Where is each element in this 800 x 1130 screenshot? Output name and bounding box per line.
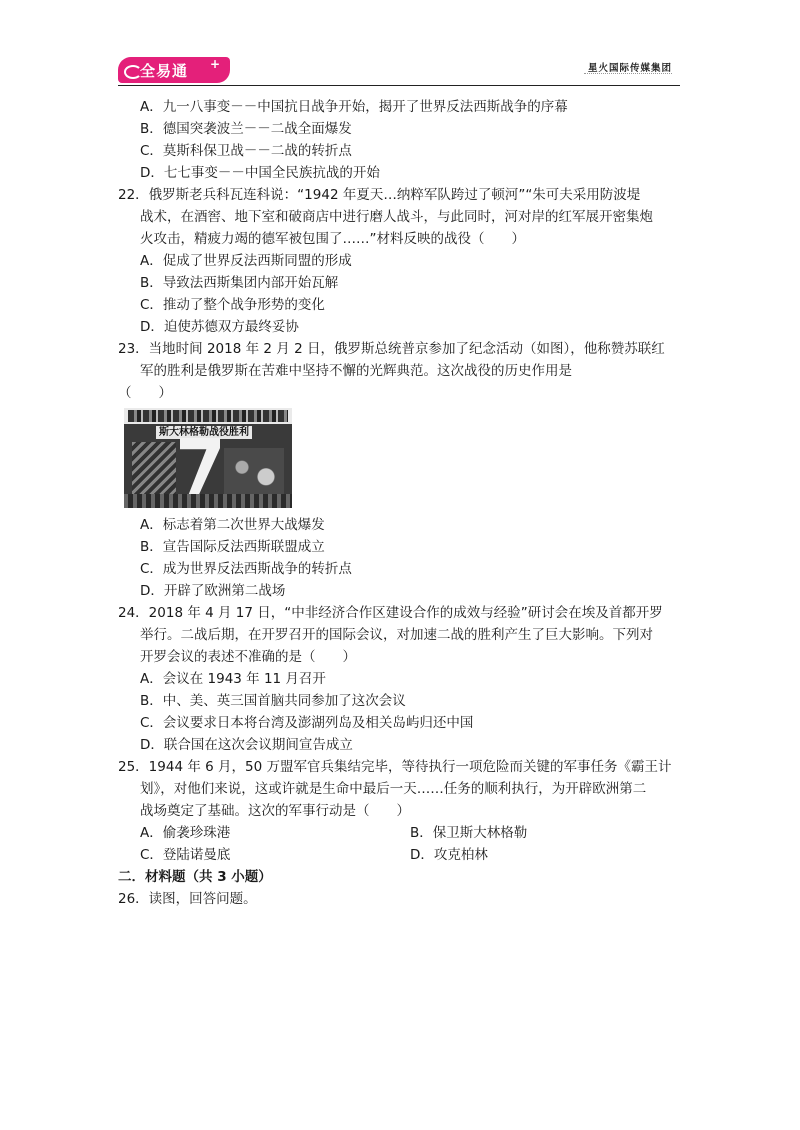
figure-ground	[124, 494, 292, 508]
logo-text: 全易通	[140, 62, 189, 80]
page-header	[118, 55, 680, 87]
q25-option-d: D．攻克柏林	[410, 847, 488, 863]
header-divider	[118, 85, 680, 86]
q25-option-c: C．登陆诺曼底	[140, 847, 231, 863]
q24-option-d: D．联合国在这次会议期间宣告成立	[140, 737, 353, 753]
q23-option-d: D．开辟了欧洲第二战场	[140, 583, 286, 599]
q25-stem-line-2: 划》，对他们来说，这或许就是生命中最后一天……任务的顺利执行，为开辟欧洲第二	[140, 781, 647, 797]
q24-stem-line-1: 24．2018 年 4 月 17 日，“中非经济合作区建设合作的成效与经验”研讨会在埃及首都开罗	[118, 605, 663, 621]
figure-caption: 斯大林格勒战役胜利	[156, 426, 252, 439]
q25-stem-line-1: 25．1944 年 6 月，50 万盟军官兵集结完毕，等待执行一项危险而关键的军事任务《霸王计	[118, 759, 672, 775]
q25-option-b: B．保卫斯大林格勒	[410, 825, 528, 841]
q23-option-a: A．标志着第二次世界大战爆发	[140, 517, 325, 533]
figure-seven-icon	[180, 438, 220, 494]
q21-option-c: C．莫斯科保卫战－－二战的转折点	[140, 143, 352, 159]
q23-option-c: C．成为世界反法西斯战争的转折点	[140, 561, 352, 577]
figure-laurel-left	[132, 442, 176, 500]
q23-stem-line-2: 军的胜利是俄罗斯在苦难中坚持不懈的光辉典范。这次战役的历史作用是	[140, 363, 572, 379]
question-content	[118, 96, 688, 910]
q24-stem-line-3: 开罗会议的表述不准确的是（ ）	[140, 649, 356, 665]
q24-option-a: A．会议在 1943 年 11 月召开	[140, 671, 326, 687]
stalingrad-victory-image	[124, 408, 292, 508]
q22-option-a: A．促成了世界反法西斯同盟的形成	[140, 253, 352, 269]
q22-stem-line-1: 22．俄罗斯老兵科瓦连科说：“1942 年夏天…纳粹军队跨过了顿河”“朱可夫采用防波堤	[118, 187, 641, 203]
q23-stem-line-3: （ ）	[118, 385, 172, 401]
company-name: 星火国际传媒集团	[587, 63, 672, 74]
q21-option-b: B．德国突袭波兰－－二战全面爆发	[140, 121, 352, 137]
q23-option-b: B．宣告国际反法西斯联盟成立	[140, 539, 325, 555]
q24-option-c: C．会议要求日本将台湾及澎湖列岛及相关岛屿归还中国	[140, 715, 474, 731]
logo-plus: +	[210, 57, 221, 71]
company-subline	[584, 73, 672, 76]
q22-option-d: D．迫使苏德双方最终妥协	[140, 319, 299, 335]
q26-stem: 26．读图，回答问题。	[118, 891, 257, 907]
q25-options-row-1	[118, 822, 688, 844]
q23-stem-line-1: 23．当地时间 2018 年 2 月 2 日，俄罗斯总统普京参加了纪念活动（如图），他称赞苏联红	[118, 341, 665, 357]
q25-stem-line-3: 战场奠定了基础。这次的军事行动是（ ）	[140, 803, 410, 819]
q22-option-c: C．推动了整个战争形势的变化	[140, 297, 325, 313]
q24-option-b: B．中、美、英三国首脑共同参加了这次会议	[140, 693, 406, 709]
brand-logo	[118, 57, 230, 83]
q21-option-d: D．七七事变－－中国全民族抗战的开始	[140, 165, 380, 181]
q21-option-a: A．九一八事变－－中国抗日战争开始，揭开了世界反法西斯战争的序幕	[140, 99, 568, 115]
figure-wreath	[224, 448, 284, 496]
q25-option-a: A．偷袭珍珠港	[140, 825, 231, 841]
figure-top-band	[124, 408, 292, 424]
q22-option-b: B．导致法西斯集团内部开始瓦解	[140, 275, 339, 291]
q22-stem-line-2: 战术，在酒窖、地下室和破商店中进行磨人战斗，与此同时，河对岸的红军展开密集炮	[140, 209, 653, 225]
q24-stem-line-2: 举行。二战后期，在开罗召开的国际会议，对加速二战的胜利产生了巨大影响。下列对	[140, 627, 653, 643]
section-2-title: 二．材料题（共 3 小题）	[118, 869, 272, 885]
q22-stem-line-3: 火攻击，精疲力竭的德军被包围了……”材料反映的战役（ ）	[140, 231, 525, 247]
q25-options-row-2	[118, 844, 688, 866]
